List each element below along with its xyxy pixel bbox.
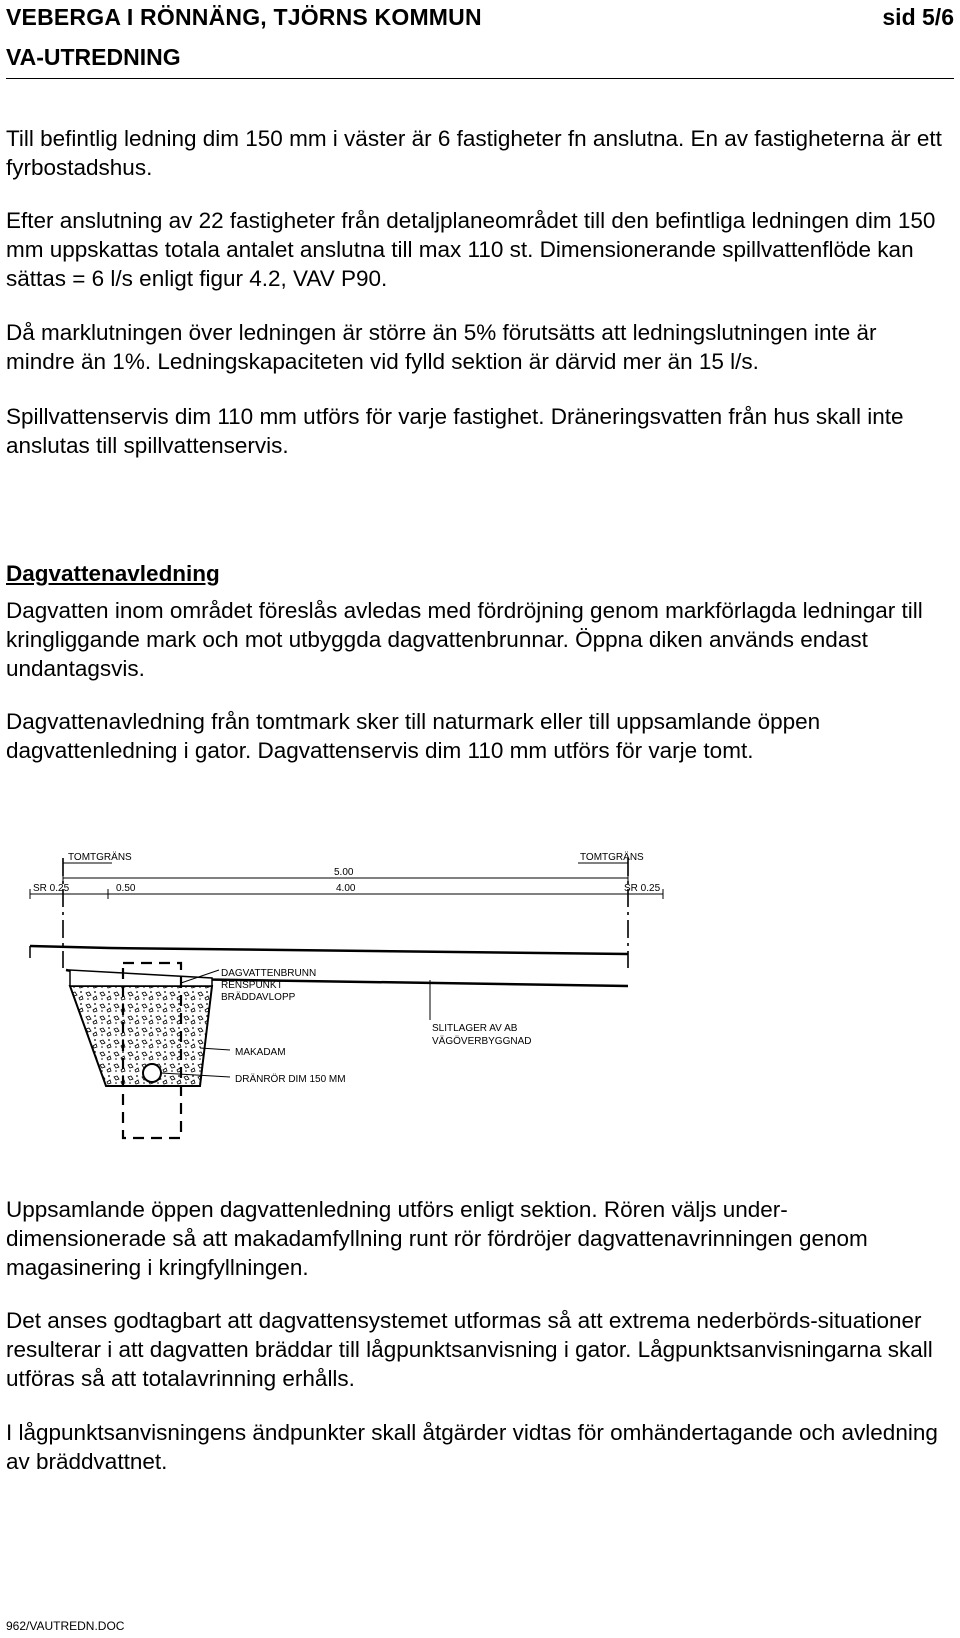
brunn-label-3: BRÄDDAVLOPP bbox=[221, 992, 296, 1003]
slitlager-label-2: VÄGÖVERBYGGNAD bbox=[432, 1036, 532, 1047]
page-header-subtitle: VA-UTREDNING bbox=[6, 44, 181, 70]
paragraph-stormwater-lots: Dagvattenavledning från tomtmark sker till naturmark eller till uppsamlande öppen dagvattenledning i gator. Dagvattenservis dim 110 mm utförs för varje tomt. bbox=[6, 709, 821, 763]
paragraph-extreme-rain: Det anses godtagbart att dagvattensystemet utformas så att extrema nederbörds-situationer resulterar i att dagvatten bräddar till lågpunktsanvisning i gator. Lågpunktsanvisningarna skall utföras så att totalavrinning erhålls. bbox=[6, 1308, 933, 1391]
dranror-label: DRÄNRÖR DIM 150 MM bbox=[235, 1074, 346, 1085]
paragraph-slope: Då marklutningen över ledningen är större än 5% förutsätts att ledningslutningen inte är mindre än 1%. Ledningskapaciteten vid fylld sektion är därvid mer än 15 l/s. bbox=[6, 320, 877, 374]
paragraph-existing-pipe: Till befintlig ledning dim 150 mm i väster är 6 fastigheter fn anslutna. En av fastigheterna är ett fyrbostadshus. bbox=[6, 126, 942, 180]
property-boundary-right bbox=[578, 858, 628, 968]
property-boundary-left bbox=[63, 858, 112, 968]
brunn-label-2: RENSPUNKT bbox=[221, 980, 283, 991]
paragraph-connections: Efter anslutning av 22 fastigheter från detaljplaneområdet till den befintliga ledningen dim 150 mm uppskattas totala antalet anslutna till max 110 st. Dimensionerande spillvattenflöde kan sättas = 6 l/s enligt figur 4.2, VAV P90. bbox=[6, 208, 936, 291]
paragraph-stormwater: Dagvatten inom området föreslås avledas med fördröjning genom markförlagda ledningar till kringliggande mark och mot utbyggda dagvattenbrunnar. Öppna diken används endast undantagsvis. bbox=[6, 598, 923, 681]
dimension-050-label: 0.50 bbox=[116, 883, 136, 894]
header-rule bbox=[6, 78, 954, 79]
macadam-trench bbox=[70, 986, 212, 1086]
section-heading: Dagvattenavledning bbox=[6, 561, 220, 586]
page-number: sid 5/6 bbox=[882, 4, 954, 30]
slitlager-label-1: SLITLAGER AV AB bbox=[432, 1023, 518, 1034]
brunn-label-1: DAGVATTENBRUNN bbox=[221, 968, 317, 979]
road-surface-line bbox=[30, 946, 628, 954]
tomtgrans-right-label: TOMTGRÄNS bbox=[580, 852, 644, 863]
document-footer: 962/VAUTREDN.DOC bbox=[6, 1619, 125, 1633]
page-header-title: VEBERGA I RÖNNÄNG, TJÖRNS KOMMUN bbox=[6, 4, 482, 30]
tomtgrans-left-label: TOMTGRÄNS bbox=[68, 852, 132, 863]
paragraph-collecting-pipe: Uppsamlande öppen dagvattenledning utförs enligt sektion. Rören väljs under-dimensionerade så att makadamfyllning runt rör fördröjer dagvattenavrinningen genom magasinering i kringfyllningen. bbox=[6, 1197, 868, 1280]
makadam-label: MAKADAM bbox=[235, 1047, 286, 1058]
paragraph-endpoints: I lågpunktsanvisningens ändpunkter skall åtgärder vidtas för omhändertagande och avledning av bräddvattnet. bbox=[6, 1420, 938, 1474]
drain-pipe-icon bbox=[143, 1064, 161, 1082]
dimension-total-label: 5.00 bbox=[334, 867, 354, 878]
road-section-drawing bbox=[0, 852, 700, 1203]
trench-top bbox=[70, 970, 212, 986]
sr-left-label: SR 0.25 bbox=[33, 883, 70, 894]
dimension-400-label: 4.00 bbox=[336, 883, 356, 894]
sr-right-label: SR 0.25 bbox=[624, 883, 661, 894]
paragraph-service: Spillvattenservis dim 110 mm utförs för varje fastighet. Dräneringsvatten från hus skall inte anslutas till spillvattenservis. bbox=[6, 404, 904, 458]
